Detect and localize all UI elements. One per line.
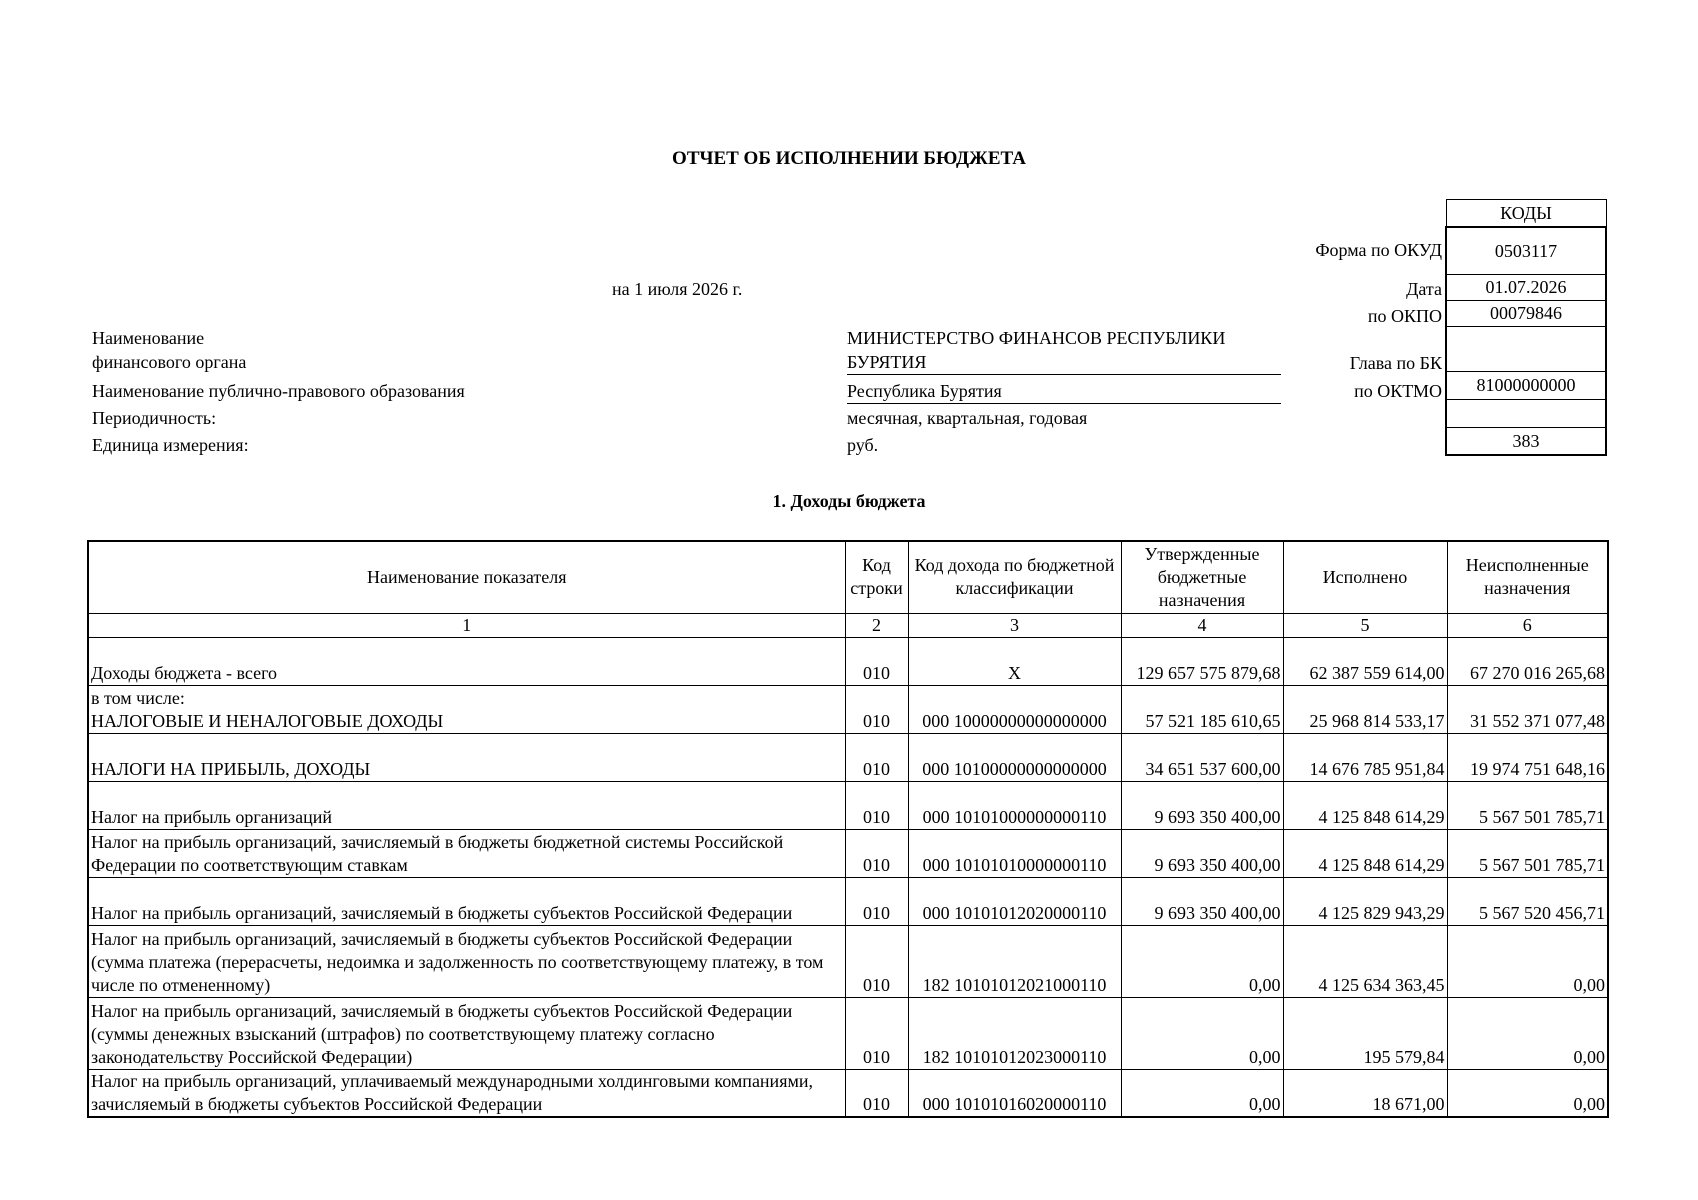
table-row <box>88 925 1608 997</box>
table-row <box>88 685 1608 733</box>
unit-code: 383 <box>1446 428 1606 456</box>
date-label: Дата <box>1406 279 1442 299</box>
table-row <box>88 1069 1608 1117</box>
report-date: на 1 июля 2026 г. <box>612 279 743 299</box>
row-code: 010 <box>845 685 908 733</box>
codes-header: КОДЫ <box>1446 200 1606 228</box>
indicator-name: Доходы бюджета - всего <box>88 637 845 685</box>
table-row <box>88 733 1608 781</box>
date-code: 01.07.2026 <box>1446 275 1606 301</box>
row-code: 010 <box>845 829 908 877</box>
periodicity-value: месячная, квартальная, годовая <box>847 408 1088 428</box>
executed-amount: 195 579,84 <box>1283 997 1447 1069</box>
kbk-code: 000 10100000000000000 <box>908 733 1121 781</box>
section-title: 1. Доходы бюджета <box>772 491 926 511</box>
approved-amount: 57 521 185 610,65 <box>1121 685 1283 733</box>
unexecuted-amount: 5 567 520 456,71 <box>1447 877 1608 925</box>
column-index: 4 <box>1121 613 1283 637</box>
fin-org-label <box>92 326 246 374</box>
row-code: 010 <box>845 877 908 925</box>
row-code: 010 <box>845 925 908 997</box>
unit-value: руб. <box>847 435 879 455</box>
table-row <box>88 829 1608 877</box>
executed-amount: 4 125 848 614,29 <box>1283 829 1447 877</box>
indicator-name: Налог на прибыль организаций, зачисляемый в бюджеты бюджетной системы Российской Федерации по соответствующим ставкам <box>88 829 845 877</box>
column-index-row <box>88 613 1608 637</box>
kbk-code: X <box>908 637 1121 685</box>
okpo-label: по ОКПО <box>1367 306 1442 326</box>
kbk-code: 000 10000000000000000 <box>908 685 1121 733</box>
income-table <box>87 540 1609 1118</box>
unexecuted-amount: 31 552 371 077,48 <box>1447 685 1608 733</box>
row-code: 010 <box>845 1069 908 1117</box>
okud-label: Форма по ОКУД <box>1315 240 1442 260</box>
ppo-label: Наименование публично-правового образования <box>92 381 465 401</box>
fin-org-label-line-2: финансового органа <box>92 352 247 372</box>
oktmo-label: по ОКТМО <box>1354 381 1442 401</box>
executed-amount: 4 125 634 363,45 <box>1283 925 1447 997</box>
approved-amount: 0,00 <box>1121 925 1283 997</box>
approved-amount: 0,00 <box>1121 1069 1283 1117</box>
approved-amount: 0,00 <box>1121 997 1283 1069</box>
indicator-name: в том числе: НАЛОГОВЫЕ И НЕНАЛОГОВЫЕ ДОХОДЫ <box>88 685 845 733</box>
header-executed: Исполнено <box>1283 541 1447 613</box>
column-index: 5 <box>1283 613 1447 637</box>
kbk-code: 182 10101012023000110 <box>908 997 1121 1069</box>
unexecuted-amount: 0,00 <box>1447 997 1608 1069</box>
kbk-code: 000 10101010000000110 <box>908 829 1121 877</box>
indicator-name: Налог на прибыль организаций, уплачиваемый международными холдинговыми компаниями, зачисляемый в бюджеты субъектов Российской Федерации <box>88 1069 845 1117</box>
row-code: 010 <box>845 997 908 1069</box>
document-title: ОТЧЕТ ОБ ИСПОЛНЕНИИ БЮДЖЕТА <box>672 148 1026 169</box>
kbk-code: 000 10101000000000110 <box>908 781 1121 829</box>
unexecuted-amount: 19 974 751 648,16 <box>1447 733 1608 781</box>
column-index: 6 <box>1447 613 1608 637</box>
approved-amount: 9 693 350 400,00 <box>1121 829 1283 877</box>
indicator-name: НАЛОГИ НА ПРИБЫЛЬ, ДОХОДЫ <box>88 733 845 781</box>
kbk-code: 000 10101016020000110 <box>908 1069 1121 1117</box>
row-code: 010 <box>845 637 908 685</box>
kbk-code: 182 10101012021000110 <box>908 925 1121 997</box>
fin-org-value-line-1: МИНИСТЕРСТВО ФИНАНСОВ РЕСПУБЛИКИ <box>847 328 1226 348</box>
executed-amount: 25 968 814 533,17 <box>1283 685 1447 733</box>
row-code: 010 <box>845 781 908 829</box>
executed-amount: 4 125 829 943,29 <box>1283 877 1447 925</box>
header-approved: Утвержденные бюджетные назначения <box>1121 541 1283 613</box>
header-indicator-name: Наименование показателя <box>88 541 845 613</box>
kbk-code: 000 10101012020000110 <box>908 877 1121 925</box>
okud-code: 0503117 <box>1446 227 1606 275</box>
codes-table <box>1445 199 1607 456</box>
unit-label: Единица измерения: <box>92 435 249 455</box>
unexecuted-amount: 5 567 501 785,71 <box>1447 829 1608 877</box>
header-row-code: Код строки <box>845 541 908 613</box>
header-unexecuted: Неисполненные назначения <box>1447 541 1608 613</box>
okpo-code: 00079846 <box>1446 301 1606 327</box>
glava-code <box>1446 327 1606 372</box>
fin-org-label-line-1: Наименование <box>92 328 205 348</box>
indicator-name: Налог на прибыль организаций <box>88 781 845 829</box>
periodicity-label: Периодичность: <box>92 408 217 428</box>
indicator-name: Налог на прибыль организаций, зачисляемый в бюджеты субъектов Российской Федерации (суммы денежных взысканий (штрафов) по соответствующему платежу согласно законодательству Российской Федерации) <box>88 997 845 1069</box>
fin-org-value <box>847 326 1281 375</box>
column-index: 3 <box>908 613 1121 637</box>
oktmo-code: 81000000000 <box>1446 372 1606 400</box>
unexecuted-amount: 5 567 501 785,71 <box>1447 781 1608 829</box>
approved-amount: 34 651 537 600,00 <box>1121 733 1283 781</box>
table-row <box>88 781 1608 829</box>
table-row <box>88 877 1608 925</box>
row-code: 010 <box>845 733 908 781</box>
unexecuted-amount: 67 270 016 265,68 <box>1447 637 1608 685</box>
indicator-name: Налог на прибыль организаций, зачисляемый в бюджеты субъектов Российской Федерации (сумма платежа (перерасчеты, недоимка и задолженность по соответствующему платежу, в том числе по отмененному) <box>88 925 845 997</box>
executed-amount: 62 387 559 614,00 <box>1283 637 1447 685</box>
glava-label: Глава по БК <box>1349 353 1442 373</box>
approved-amount: 129 657 575 879,68 <box>1121 637 1283 685</box>
ppo-value: Республика Бурятия <box>847 379 1281 404</box>
table-row <box>88 997 1608 1069</box>
unexecuted-amount: 0,00 <box>1447 925 1608 997</box>
executed-amount: 14 676 785 951,84 <box>1283 733 1447 781</box>
unexecuted-amount: 0,00 <box>1447 1069 1608 1117</box>
fin-org-value-line-2: БУРЯТИЯ <box>847 352 927 372</box>
approved-amount: 9 693 350 400,00 <box>1121 877 1283 925</box>
executed-amount: 18 671,00 <box>1283 1069 1447 1117</box>
approved-amount: 9 693 350 400,00 <box>1121 781 1283 829</box>
table-row <box>88 637 1608 685</box>
indicator-name: Налог на прибыль организаций, зачисляемый в бюджеты субъектов Российской Федерации <box>88 877 845 925</box>
column-index: 2 <box>845 613 908 637</box>
periodicity-code <box>1446 400 1606 428</box>
header-kbk: Код дохода по бюджетной классификации <box>908 541 1121 613</box>
column-index: 1 <box>88 613 845 637</box>
executed-amount: 4 125 848 614,29 <box>1283 781 1447 829</box>
